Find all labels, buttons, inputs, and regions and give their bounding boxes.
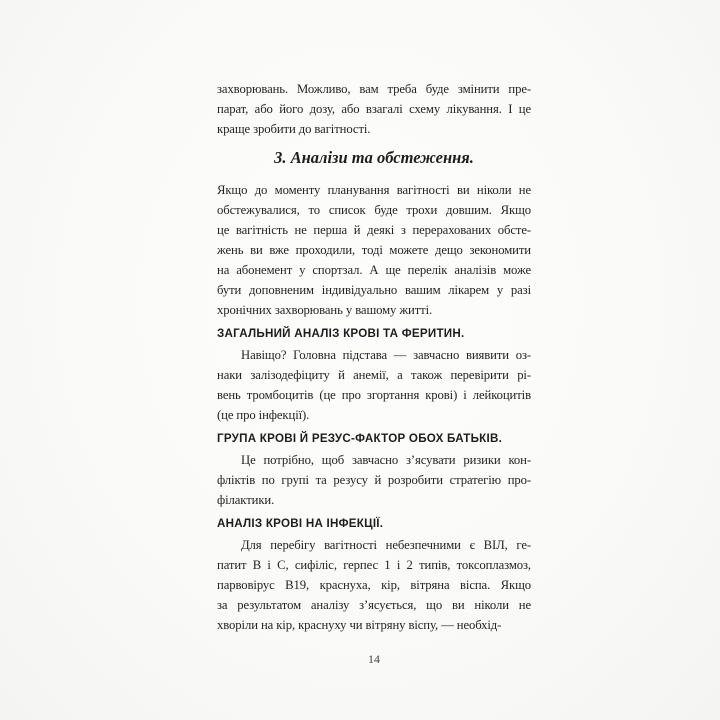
text-line: краще зробити до вагітності. [217,122,371,136]
paragraph [217,180,531,320]
paragraph [217,79,531,139]
text-line: Для перебігу вагітності небезпечними є ВІЛ, ге- [241,538,531,552]
text-line: жень ви вже проходили, тоді можете дещо зекономити [217,243,531,257]
text-line: це вагітність не перша й деякі з перерахованих обсте- [217,223,531,237]
paragraph [217,535,531,635]
text-line: наки залізодефіциту й анемії, а також перевірити рі- [217,368,531,382]
text-line: хворіли на кір, краснуху чи вітряну віспу, — необхід- [217,618,502,632]
section-heading: АНАЛІЗ КРОВІ НА ІНФЕКЦІЇ. [217,517,384,530]
paragraph [217,450,531,510]
text-line: хронічних захворювань у вашому житті. [217,303,433,317]
text-line: бути доповненим індивідуально вашим лікарем у разі [217,283,531,297]
text-line: патит B і C, сифіліс, герпес 1 і 2 типів, токсоплазмоз, [217,558,531,572]
page-number: 14 [368,652,380,666]
text-line: філактики. [217,493,275,507]
page-text-block [217,79,531,667]
text-line: фліктів по групі та резусу й розробити стратегію про- [217,473,531,487]
text-line: Це потрібно, щоб завчасно з’ясувати ризики кон- [241,453,531,467]
chapter-heading: 3. Аналізи та обстеження. [274,148,474,167]
text-line: Якщо до моменту планування вагітності ви ніколи не [217,183,531,197]
paragraph [217,345,531,425]
text-line: парвовірус B19, краснуха, кір, вітряна віспа. Якщо [217,578,531,592]
text-line: на абонемент у спортзал. А ще перелік аналізів може [217,263,531,277]
section-heading: ГРУПА КРОВІ Й РЕЗУС-ФАКТОР ОБОХ БАТЬКІВ. [217,432,503,445]
text-line: Навіщо? Головна підстава — завчасно виявити оз- [241,348,531,362]
text-line: (це про інфекції). [217,408,310,422]
text-line: вень тромбоцитів (це про згортання крові) і лейкоцитів [217,388,531,402]
text-line: парат, або його дозу, або взагалі схему лікування. І це [217,102,531,116]
text-line: за результатом аналізу з’ясується, що ви ніколи не [217,598,531,612]
section-heading: ЗАГАЛЬНИЙ АНАЛІЗ КРОВІ ТА ФЕРИТИН. [217,327,465,340]
text-line: обстежувалися, то список буде трохи довшим. Якщо [217,203,531,217]
text-line: захворювань. Можливо, вам треба буде змінити пре- [217,82,531,96]
